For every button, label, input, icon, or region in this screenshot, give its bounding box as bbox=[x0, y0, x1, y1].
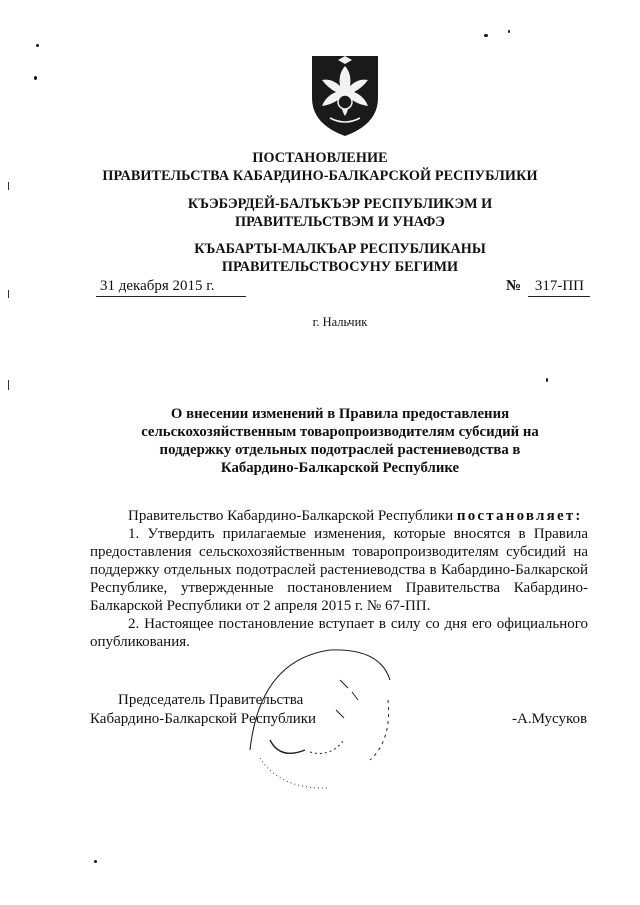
preamble-keyword: постановляет: bbox=[456, 508, 583, 524]
coat-of-arms-emblem bbox=[308, 52, 382, 138]
signatory-position-line2: Кабардино-Балкарской Республики bbox=[90, 711, 317, 727]
document-title: О внесении изменений в Правила предоставления сельскохозяйственным товаропроизводителям субсидий на поддержку отдельных подотраслей растениеводства в Кабардино-Балкарской Республике bbox=[141, 406, 539, 476]
scan-speck bbox=[36, 44, 39, 47]
document-type: ПОСТАНОВЛЕНИЕ bbox=[252, 150, 388, 166]
issuer-balkar: КЪАБАРТЫ-МАЛКЪАР РЕСПУБЛИКАНЫ ПРАВИТЕЛЬСТВОСУНУ БЕГИМИ bbox=[194, 241, 486, 275]
preamble-text: Правительство Кабардино-Балкарской Республики bbox=[128, 508, 454, 524]
city: г. Нальчик bbox=[312, 315, 368, 329]
signatory-position-line1: Председатель Правительства bbox=[118, 692, 304, 708]
scan-speck bbox=[484, 34, 488, 37]
signatory-name: -А.Мусуков bbox=[512, 711, 588, 727]
preamble bbox=[90, 507, 588, 525]
paragraph-1: 1. Утвердить прилагаемые изменения, которые вносятся в Правила предоставления сельскохозяйственным товаропроизводителям субсидий на поддержку отдельных подотраслей растениеводства в Кабардино-Балкарской Республике, утвержденные постановлением Правительства Кабардино-Балкарской Республики от 2 апреля 2015 г. № 67-ПП. bbox=[90, 526, 588, 614]
scan-speck bbox=[94, 860, 97, 863]
number-value: 317-ПП bbox=[534, 278, 584, 294]
issuer-russian: ПРАВИТЕЛЬСТВА КАБАРДИНО-БАЛКАРСКОЙ РЕСПУБЛИКИ bbox=[102, 168, 538, 184]
scan-speck bbox=[508, 30, 510, 33]
scan-edge-mark bbox=[8, 380, 9, 390]
scan-edge-mark bbox=[8, 182, 9, 190]
issuer-kabardian: КЪЭБЭРДЕЙ-БАЛЪКЪЭР РЕСПУБЛИКЭМ И ПРАВИТЕЛЬСТВЭМ И УНАФЭ bbox=[187, 196, 493, 230]
scan-edge-mark bbox=[8, 290, 9, 298]
number-underline bbox=[528, 296, 590, 297]
signatory-name-text: А.Мусуков bbox=[517, 711, 588, 727]
number-sign: № bbox=[506, 278, 522, 294]
document-date: 31 декабря 2015 г. bbox=[100, 278, 215, 294]
document-number bbox=[506, 278, 584, 295]
paragraph-2: 2. Настоящее постановление вступает в силу со дня его официального опубликования. bbox=[90, 616, 588, 650]
scan-speck bbox=[34, 76, 37, 80]
date-underline bbox=[96, 296, 246, 297]
scan-speck bbox=[546, 378, 548, 382]
